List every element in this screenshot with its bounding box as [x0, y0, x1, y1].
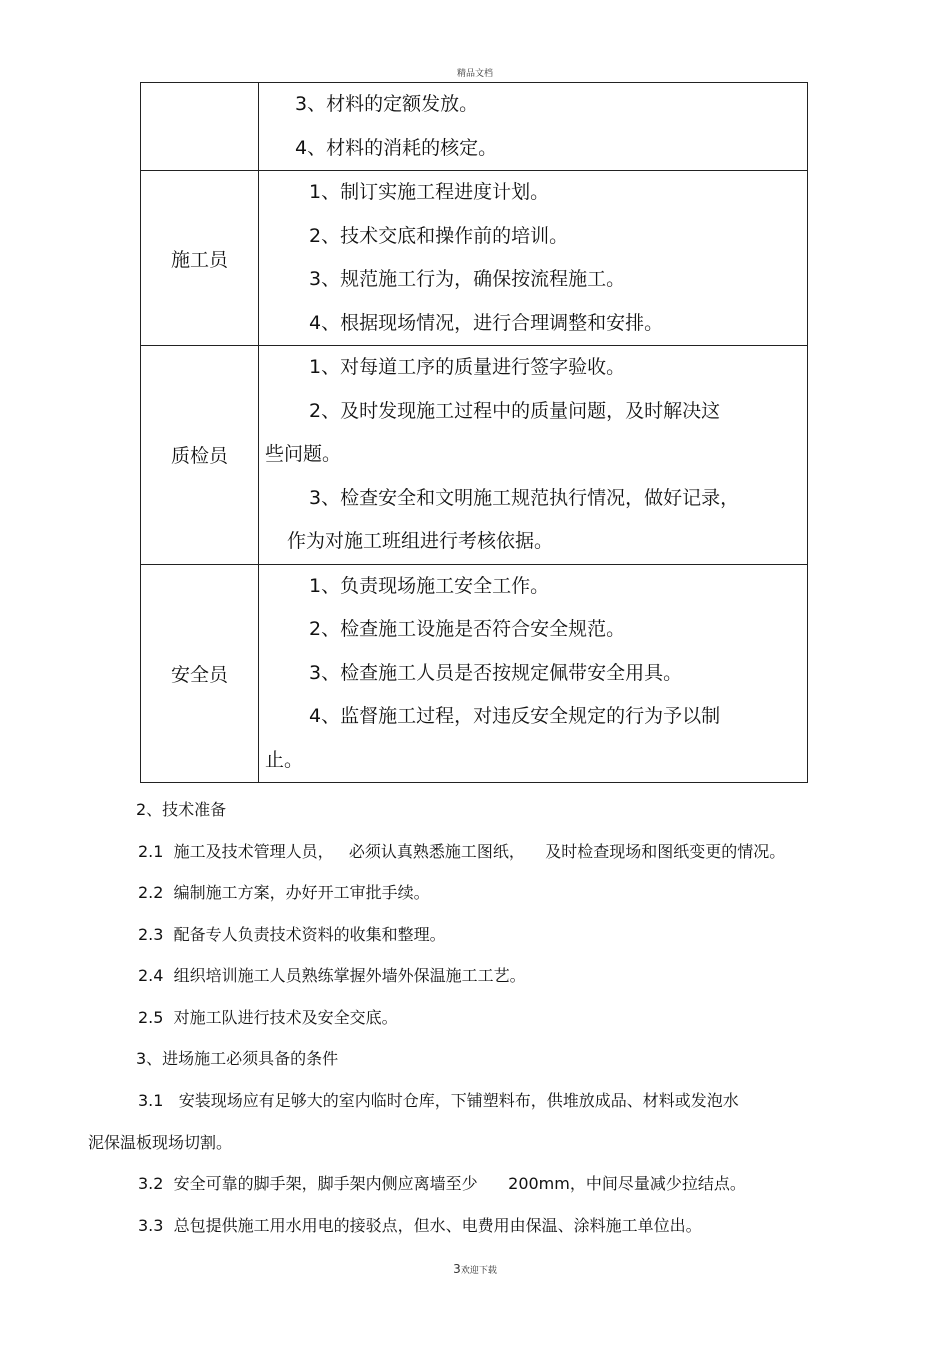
- duty-line: 3、规范施工行为，确保按流程施工。: [309, 268, 626, 290]
- paragraph: 2.3 配备专人负责技术资料的收集和整理。: [138, 925, 446, 944]
- paragraph: 2.1 施工及技术管理人员， 必须认真熟悉施工图纸， 及时检查现场和图纸变更的情况。: [138, 842, 786, 861]
- duty-line: 4、监督施工过程，对违反安全规定的行为予以制: [309, 705, 721, 727]
- duty-line: 1、负责现场施工安全工作。: [309, 574, 550, 597]
- role-cell: 安全员: [141, 564, 259, 783]
- duty-line: 4、材料的消耗的核定。: [295, 136, 498, 159]
- duty-line: 1、制订实施工程进度计划。: [309, 181, 550, 203]
- duty-cell: [259, 171, 808, 346]
- paragraph: 3.2 安全可靠的脚手架，脚手架内侧应离墙至少 200mm，中间尽量减少拉结点。: [138, 1174, 746, 1193]
- duty-cell: [259, 346, 808, 565]
- paragraph: 2.2 编制施工方案，办好开工审批手续。: [138, 883, 430, 902]
- footer-text: 欢迎下载: [460, 1266, 497, 1276]
- duty-line: 作为对施工班组进行考核依据。: [287, 530, 554, 552]
- duty-line: 2、检查施工设施是否符合安全规范。: [309, 618, 626, 640]
- duty-line: 些问题。: [265, 443, 342, 465]
- paragraph: 3.3 总包提供施工用水用电的接驳点，但水、电费用由保温、涂料施工单位出。: [138, 1216, 702, 1235]
- paragraph: 泥保温板现场切割。: [88, 1133, 233, 1152]
- duty-line: 2、技术交底和操作前的培训。: [309, 224, 569, 247]
- table-row: [141, 171, 808, 346]
- table-row: [141, 346, 808, 565]
- paragraph: 2.5 对施工队进行技术及安全交底。: [138, 1008, 398, 1027]
- duty-line: 1、对每道工序的质量进行签字验收。: [309, 356, 626, 378]
- role-cell: [141, 83, 259, 171]
- duty-line: 4、根据现场情况，进行合理调整和安排。: [309, 311, 664, 334]
- section-heading: 3、进场施工必须具备的条件: [136, 1049, 339, 1068]
- page-number: 3: [453, 1262, 461, 1276]
- paragraph: 3.1 安装现场应有足够大的室内临时仓库，下铺塑料布，供堆放成品、材料或发泡水: [138, 1091, 739, 1110]
- table-row: [141, 564, 808, 783]
- page-header: 精品文档: [456, 69, 493, 79]
- duty-line: 止。: [265, 748, 304, 771]
- duty-line: 3、检查施工人员是否按规定佩带安全用具。: [309, 661, 683, 684]
- responsibility-table: [140, 82, 808, 783]
- duty-line: 3、检查安全和文明施工规范执行情况，做好记录，: [309, 486, 740, 509]
- duty-cell: [259, 83, 808, 171]
- duty-cell: [259, 564, 808, 783]
- duty-line: 3、材料的定额发放。: [295, 93, 479, 115]
- page-footer: [0, 1262, 950, 1276]
- paragraph: 2.4 组织培训施工人员熟练掌握外墙外保温施工工艺。: [138, 966, 526, 985]
- table-row: [141, 83, 808, 171]
- section-heading: 2、技术准备: [136, 800, 227, 819]
- role-cell: 施工员: [141, 171, 259, 346]
- role-cell: 质检员: [141, 346, 259, 565]
- duty-line: 2、及时发现施工过程中的质量问题，及时解决这: [309, 399, 721, 422]
